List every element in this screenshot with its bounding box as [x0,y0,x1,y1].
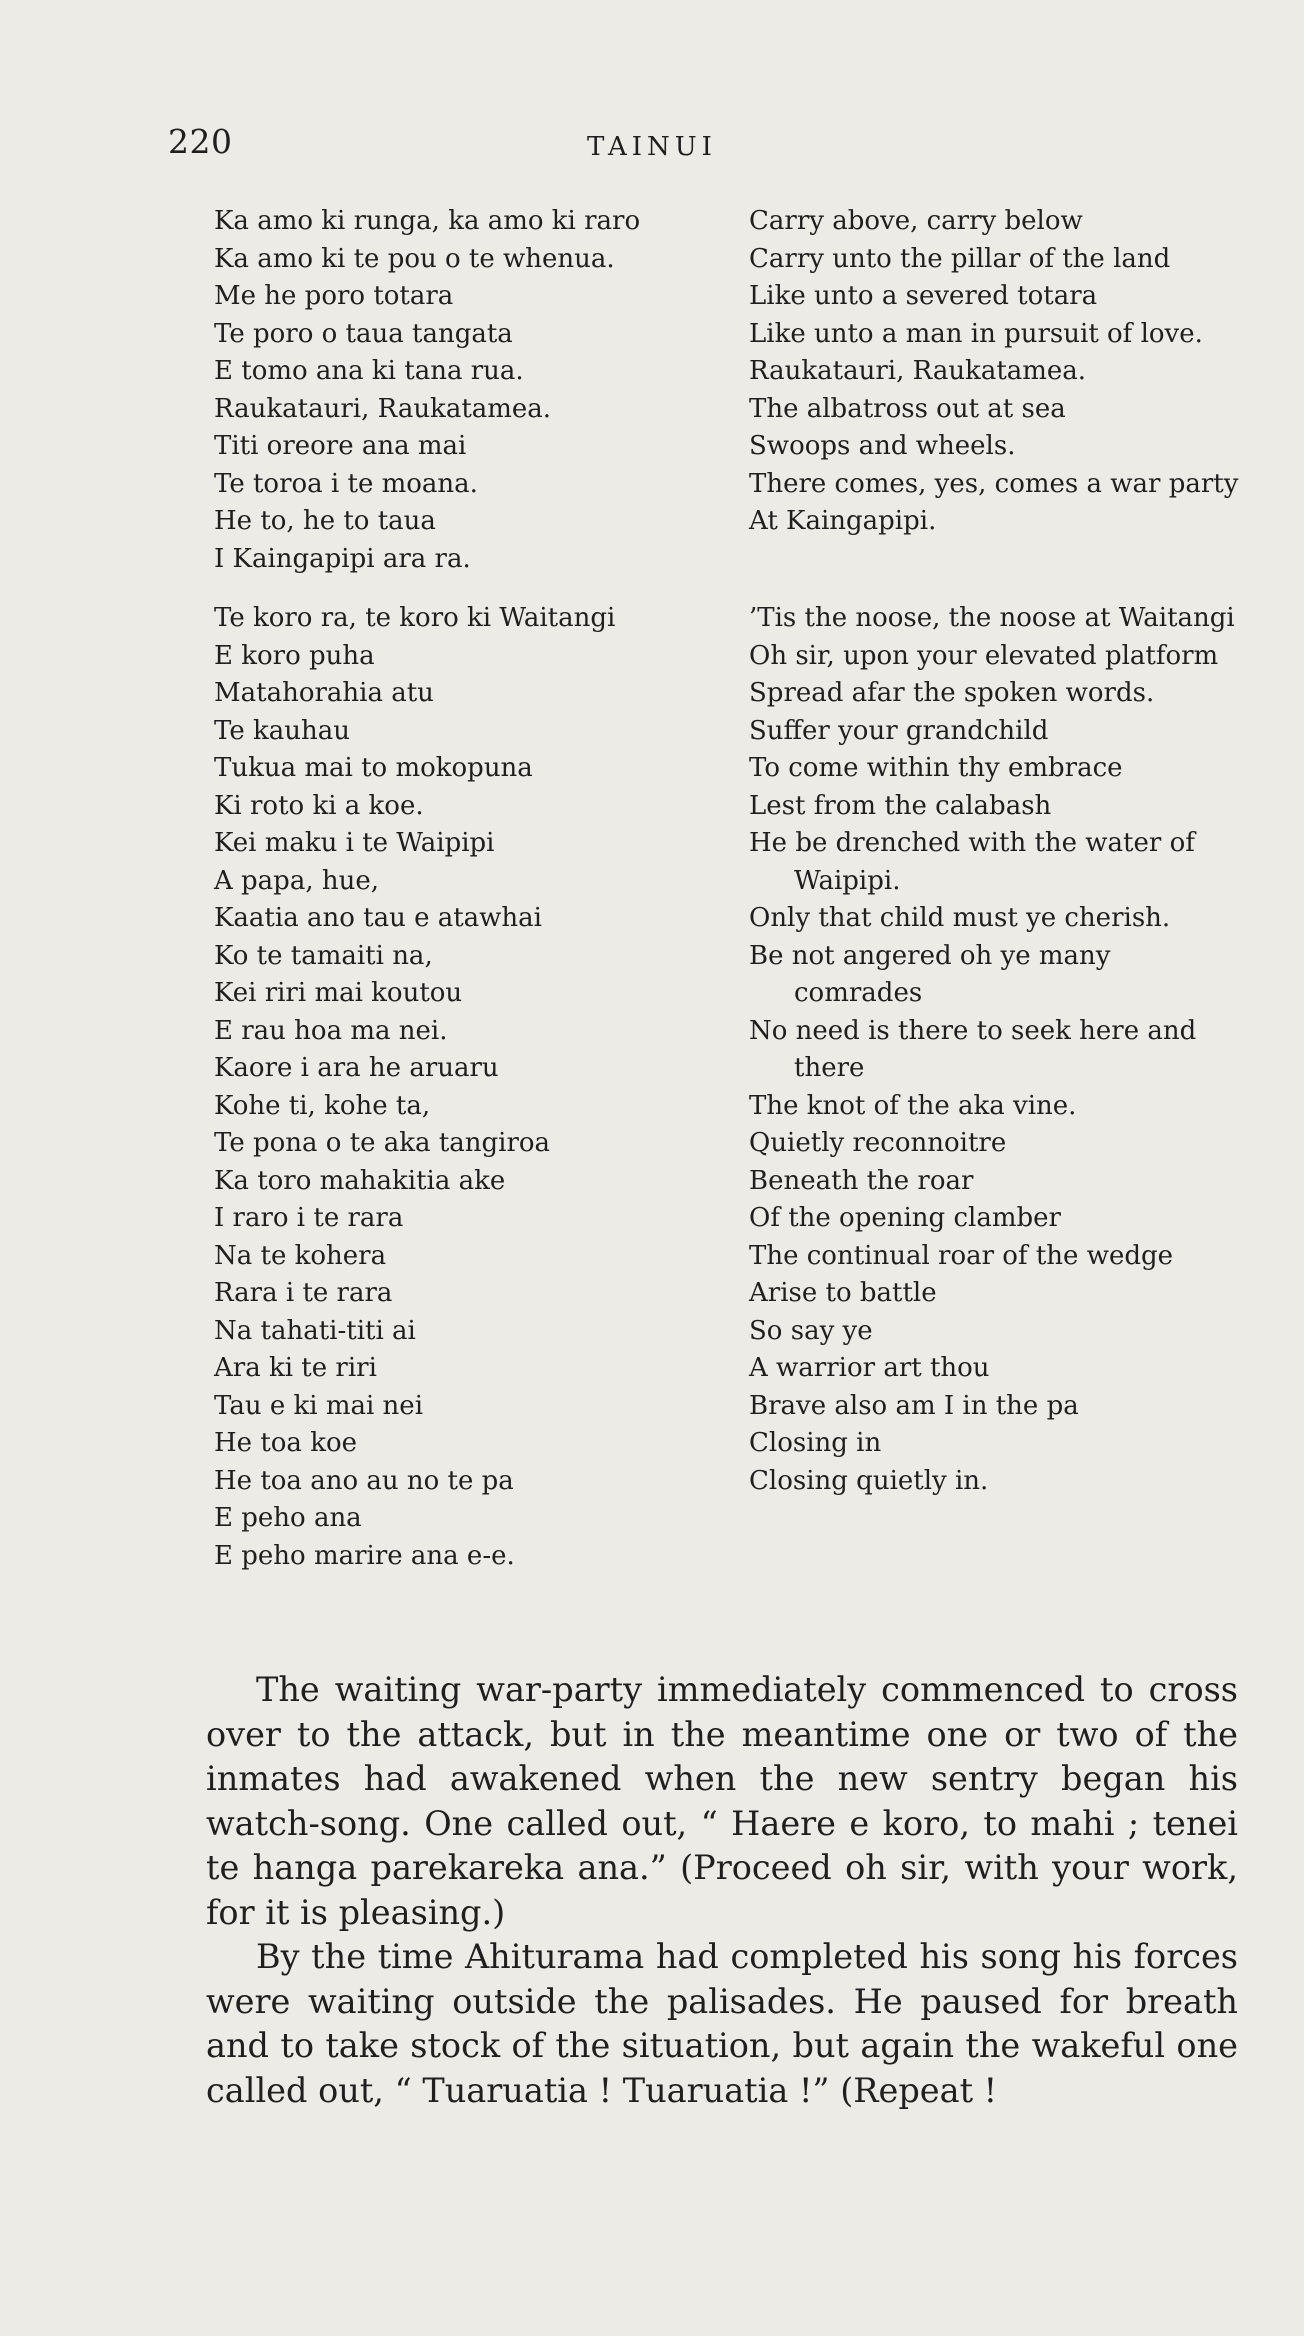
prose-paragraph: The waiting war-party immediately commenced to cross over to the attack, but in the meantime one or two of the inmates had awakened when the new sentry began his watch-song. One called out, “ Haere e koro, to mahi ; tenei te hanga parekareka ana.” (Proceed oh sir, with your work, for it is pleasing.) [206,1670,1238,1932]
maori-column [214,600,749,1575]
maori-line: Tukua mai to mokopuna [214,753,533,783]
english-line: The knot of the aka vine. [749,1090,1077,1121]
maori-line: Ka toro mahakitia ake [214,1165,506,1196]
maori-line: Titi oreore ana mai [214,431,467,461]
maori-line: Te poro o taua tangata [214,318,513,349]
maori-line: I raro i te rara [214,1203,404,1233]
english-line: Closing in [749,1428,882,1458]
maori-line: Matahorahia atu [214,678,434,708]
maori-line: A papa, hue, [214,865,380,896]
english-line: Carry above, carry below [749,206,1083,236]
maori-line: E peho ana [214,1503,362,1533]
english-line: The albatross out at sea [749,393,1066,424]
maori-line: He toa ano au no te pa [214,1465,514,1496]
english-line: A warrior art thou [749,1353,990,1383]
maori-line: Ki roto ki a koe. [214,790,424,821]
english-line: Of the opening clamber [749,1203,1061,1233]
english-line: Closing quietly in. [749,1465,989,1496]
maori-line: He to, he to taua [214,506,436,536]
stanza-1 [214,203,1244,578]
english-line: Arise to battle [749,1278,937,1308]
english-line: To come within thy embrace [749,753,1123,783]
english-line: Like unto a man in pursuit of love. [749,318,1203,349]
english-line: ’Tis the noose, the noose at Waitangi [749,603,1235,633]
maori-line: Tau e ki mai nei [214,1390,424,1421]
english-line: So say ye [749,1315,873,1346]
english-line: Raukatauri, Raukatamea. [749,356,1087,386]
maori-line: Rara i te rara [214,1278,393,1308]
maori-line: Kei riri mai koutou [214,978,463,1008]
english-line: Lest from the calabash [749,790,1052,821]
running-head: TAINUI [587,132,717,162]
maori-line: Raukatauri, Raukatamea. [214,393,552,424]
maori-line: He toa koe [214,1428,357,1458]
prose-paragraph: By the time Ahiturama had completed his song his forces were waiting outside the palisades. He paused for breath and to take stock of the situation, but again the wakeful one called out, “ Tuaruatia ! Tuaruatia !” (Repeat ! [206,1937,1238,2110]
english-line: At Kaingapipi. [749,506,937,536]
maori-line: Ka amo ki te pou o te whenua. [214,243,615,274]
english-line: Oh sir, upon your elevated platform [749,640,1219,671]
maori-line: Kei maku i te Waipipi [214,828,495,858]
maori-line: E rau hoa ma nei. [214,1015,448,1046]
maori-column [214,203,749,578]
maori-line: Te pona o te aka tangiroa [214,1128,551,1158]
maori-line: Te toroa i te moana. [214,468,478,499]
maori-line: Kaatia ano tau e atawhai [214,903,542,933]
maori-line: Te kauhau [214,715,350,746]
english-line: Quietly reconnoitre [749,1128,1007,1158]
maori-line: E peho marire ana e-e. [214,1540,515,1571]
english-line: No need is there to seek here and there [749,1015,1197,1083]
english-line: Swoops and wheels. [749,431,1016,461]
stanza-2 [214,600,1244,1575]
english-line: There comes, yes, comes a war party [749,468,1239,499]
maori-line: Kohe ti, kohe ta, [214,1090,431,1121]
maori-line: Na te kohera [214,1240,387,1271]
english-line: Only that child must ye cherish. [749,903,1171,933]
maori-line: I Kaingapipi ara ra. [214,543,471,574]
english-line: Beneath the roar [749,1165,974,1196]
maori-line: Te koro ra, te koro ki Waitangi [214,603,616,633]
english-column [749,203,1244,578]
english-line: He be drenched with the water of Waipipi. [749,828,1195,896]
maori-line: Na tahati-titi ai [214,1315,416,1346]
english-line: Like unto a severed totara [749,281,1098,311]
english-line: Carry unto the pillar of the land [749,243,1171,274]
english-line: Suffer your grandchild [749,715,1049,746]
english-line: Spread afar the spoken words. [749,678,1155,708]
maori-line: Kaore i ara he aruaru [214,1053,499,1083]
maori-line: E koro puha [214,640,375,671]
english-line: Brave also am I in the pa [749,1390,1079,1421]
prose-body [206,1668,1238,2113]
english-line: Be not angered oh ye many comrades [749,940,1111,1008]
maori-line: Me he poro totara [214,281,454,311]
english-column [749,600,1244,1575]
maori-line: Ka amo ki runga, ka amo ki raro [214,206,641,236]
maori-line: E tomo ana ki tana rua. [214,356,524,386]
poem [214,203,1244,1575]
maori-line: Ara ki te riri [214,1353,377,1383]
english-line: The continual roar of the wedge [749,1240,1174,1271]
page-number: 220 [168,122,233,161]
maori-line: Ko te tamaiti na, [214,940,433,971]
